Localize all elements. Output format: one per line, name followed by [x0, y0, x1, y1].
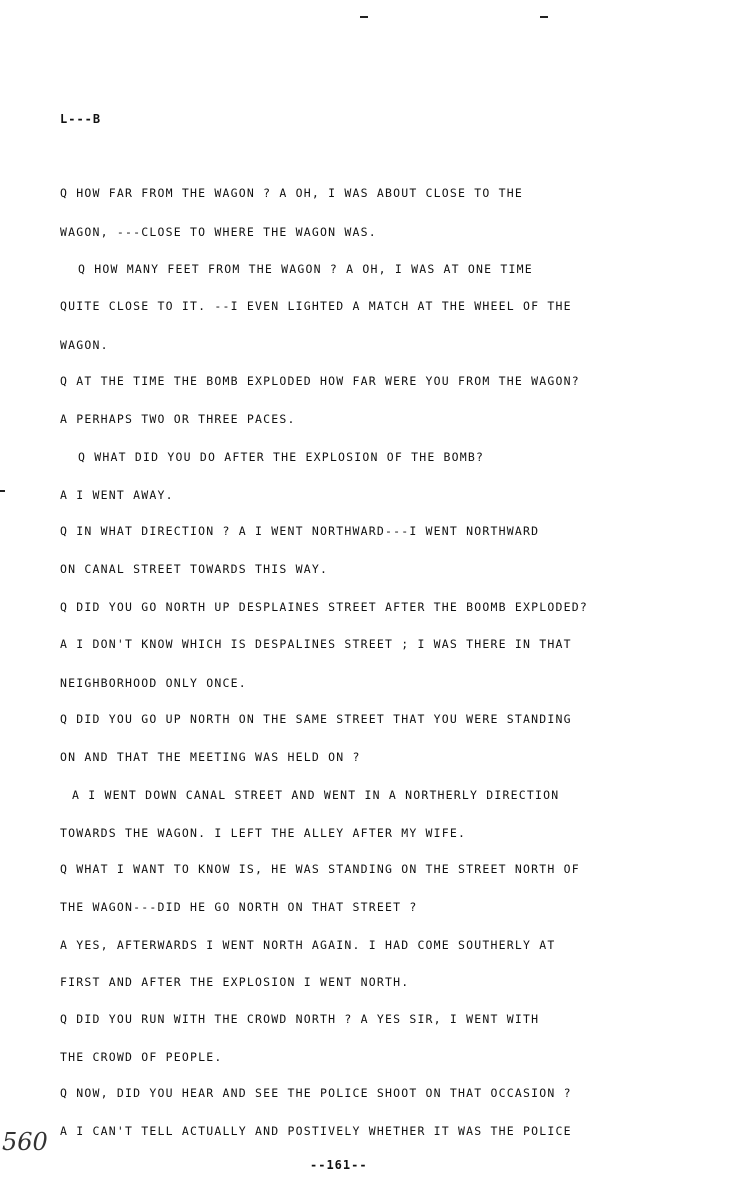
transcript-line: Q HOW MANY FEET FROM THE WAGON ? A OH, I WAS AT ONE TIME — [78, 262, 533, 276]
transcript-line: TOWARDS THE WAGON. I LEFT THE ALLEY AFTER MY WIFE. — [60, 826, 467, 840]
transcript-line: WAGON, ---CLOSE TO WHERE THE WAGON WAS. — [60, 225, 377, 239]
transcript-line: WAGON. — [60, 338, 109, 352]
transcript-line: Q NOW, DID YOU HEAR AND SEE THE POLICE SHOOT ON THAT OCCASION ? — [60, 1086, 572, 1100]
top-scan-mark-1 — [360, 16, 368, 18]
transcript-line: FIRST AND AFTER THE EXPLOSION I WENT NORTH. — [60, 975, 410, 989]
transcript-line: A I CAN'T TELL ACTUALLY AND POSTIVELY WHETHER IT WAS THE POLICE — [60, 1124, 572, 1138]
page-header: L---B — [60, 112, 102, 126]
top-scan-mark-2 — [540, 16, 548, 18]
transcript-line: ON AND THAT THE MEETING WAS HELD ON ? — [60, 750, 361, 764]
transcript-line: THE CROWD OF PEOPLE. — [60, 1050, 223, 1064]
transcript-line: ON CANAL STREET TOWARDS THIS WAY. — [60, 562, 329, 576]
transcript-line: A I WENT DOWN CANAL STREET AND WENT IN A NORTHERLY DIRECTION — [72, 788, 560, 802]
transcript-line: QUITE CLOSE TO IT. --I EVEN LIGHTED A MATCH AT THE WHEEL OF THE — [60, 299, 572, 313]
transcript-line: A I WENT AWAY. — [60, 488, 174, 502]
transcript-line: Q IN WHAT DIRECTION ? A I WENT NORTHWARD---I WENT NORTHWARD — [60, 524, 540, 538]
transcript-line: A I DON'T KNOW WHICH IS DESPALINES STREET ; I WAS THERE IN THAT — [60, 637, 572, 651]
handwritten-margin-note: 560 — [2, 1128, 48, 1156]
transcript-line: A PERHAPS TWO OR THREE PACES. — [60, 412, 296, 426]
transcript-line: Q AT THE TIME THE BOMB EXPLODED HOW FAR WERE YOU FROM THE WAGON? — [60, 374, 580, 388]
page-number: --161-- — [310, 1158, 368, 1172]
transcript-line: THE WAGON---DID HE GO NORTH ON THAT STREET ? — [60, 900, 418, 914]
transcript-line: Q DID YOU RUN WITH THE CROWD NORTH ? A YES SIR, I WENT WITH — [60, 1012, 540, 1026]
transcript-line: Q WHAT DID YOU DO AFTER THE EXPLOSION OF THE BOMB? — [78, 450, 485, 464]
left-scan-mark — [0, 490, 5, 492]
transcript-line: NEIGHBORHOOD ONLY ONCE. — [60, 676, 247, 690]
transcript-line: A YES, AFTERWARDS I WENT NORTH AGAIN. I HAD COME SOUTHERLY AT — [60, 938, 556, 952]
transcript-line: Q DID YOU GO UP NORTH ON THE SAME STREET THAT YOU WERE STANDING — [60, 712, 572, 726]
transcript-line: Q HOW FAR FROM THE WAGON ? A OH, I WAS ABOUT CLOSE TO THE — [60, 186, 524, 200]
transcript-line: Q WHAT I WANT TO KNOW IS, HE WAS STANDING ON THE STREET NORTH OF — [60, 862, 580, 876]
transcript-line: Q DID YOU GO NORTH UP DESPLAINES STREET AFTER THE BOOMB EXPLODED? — [60, 600, 589, 614]
